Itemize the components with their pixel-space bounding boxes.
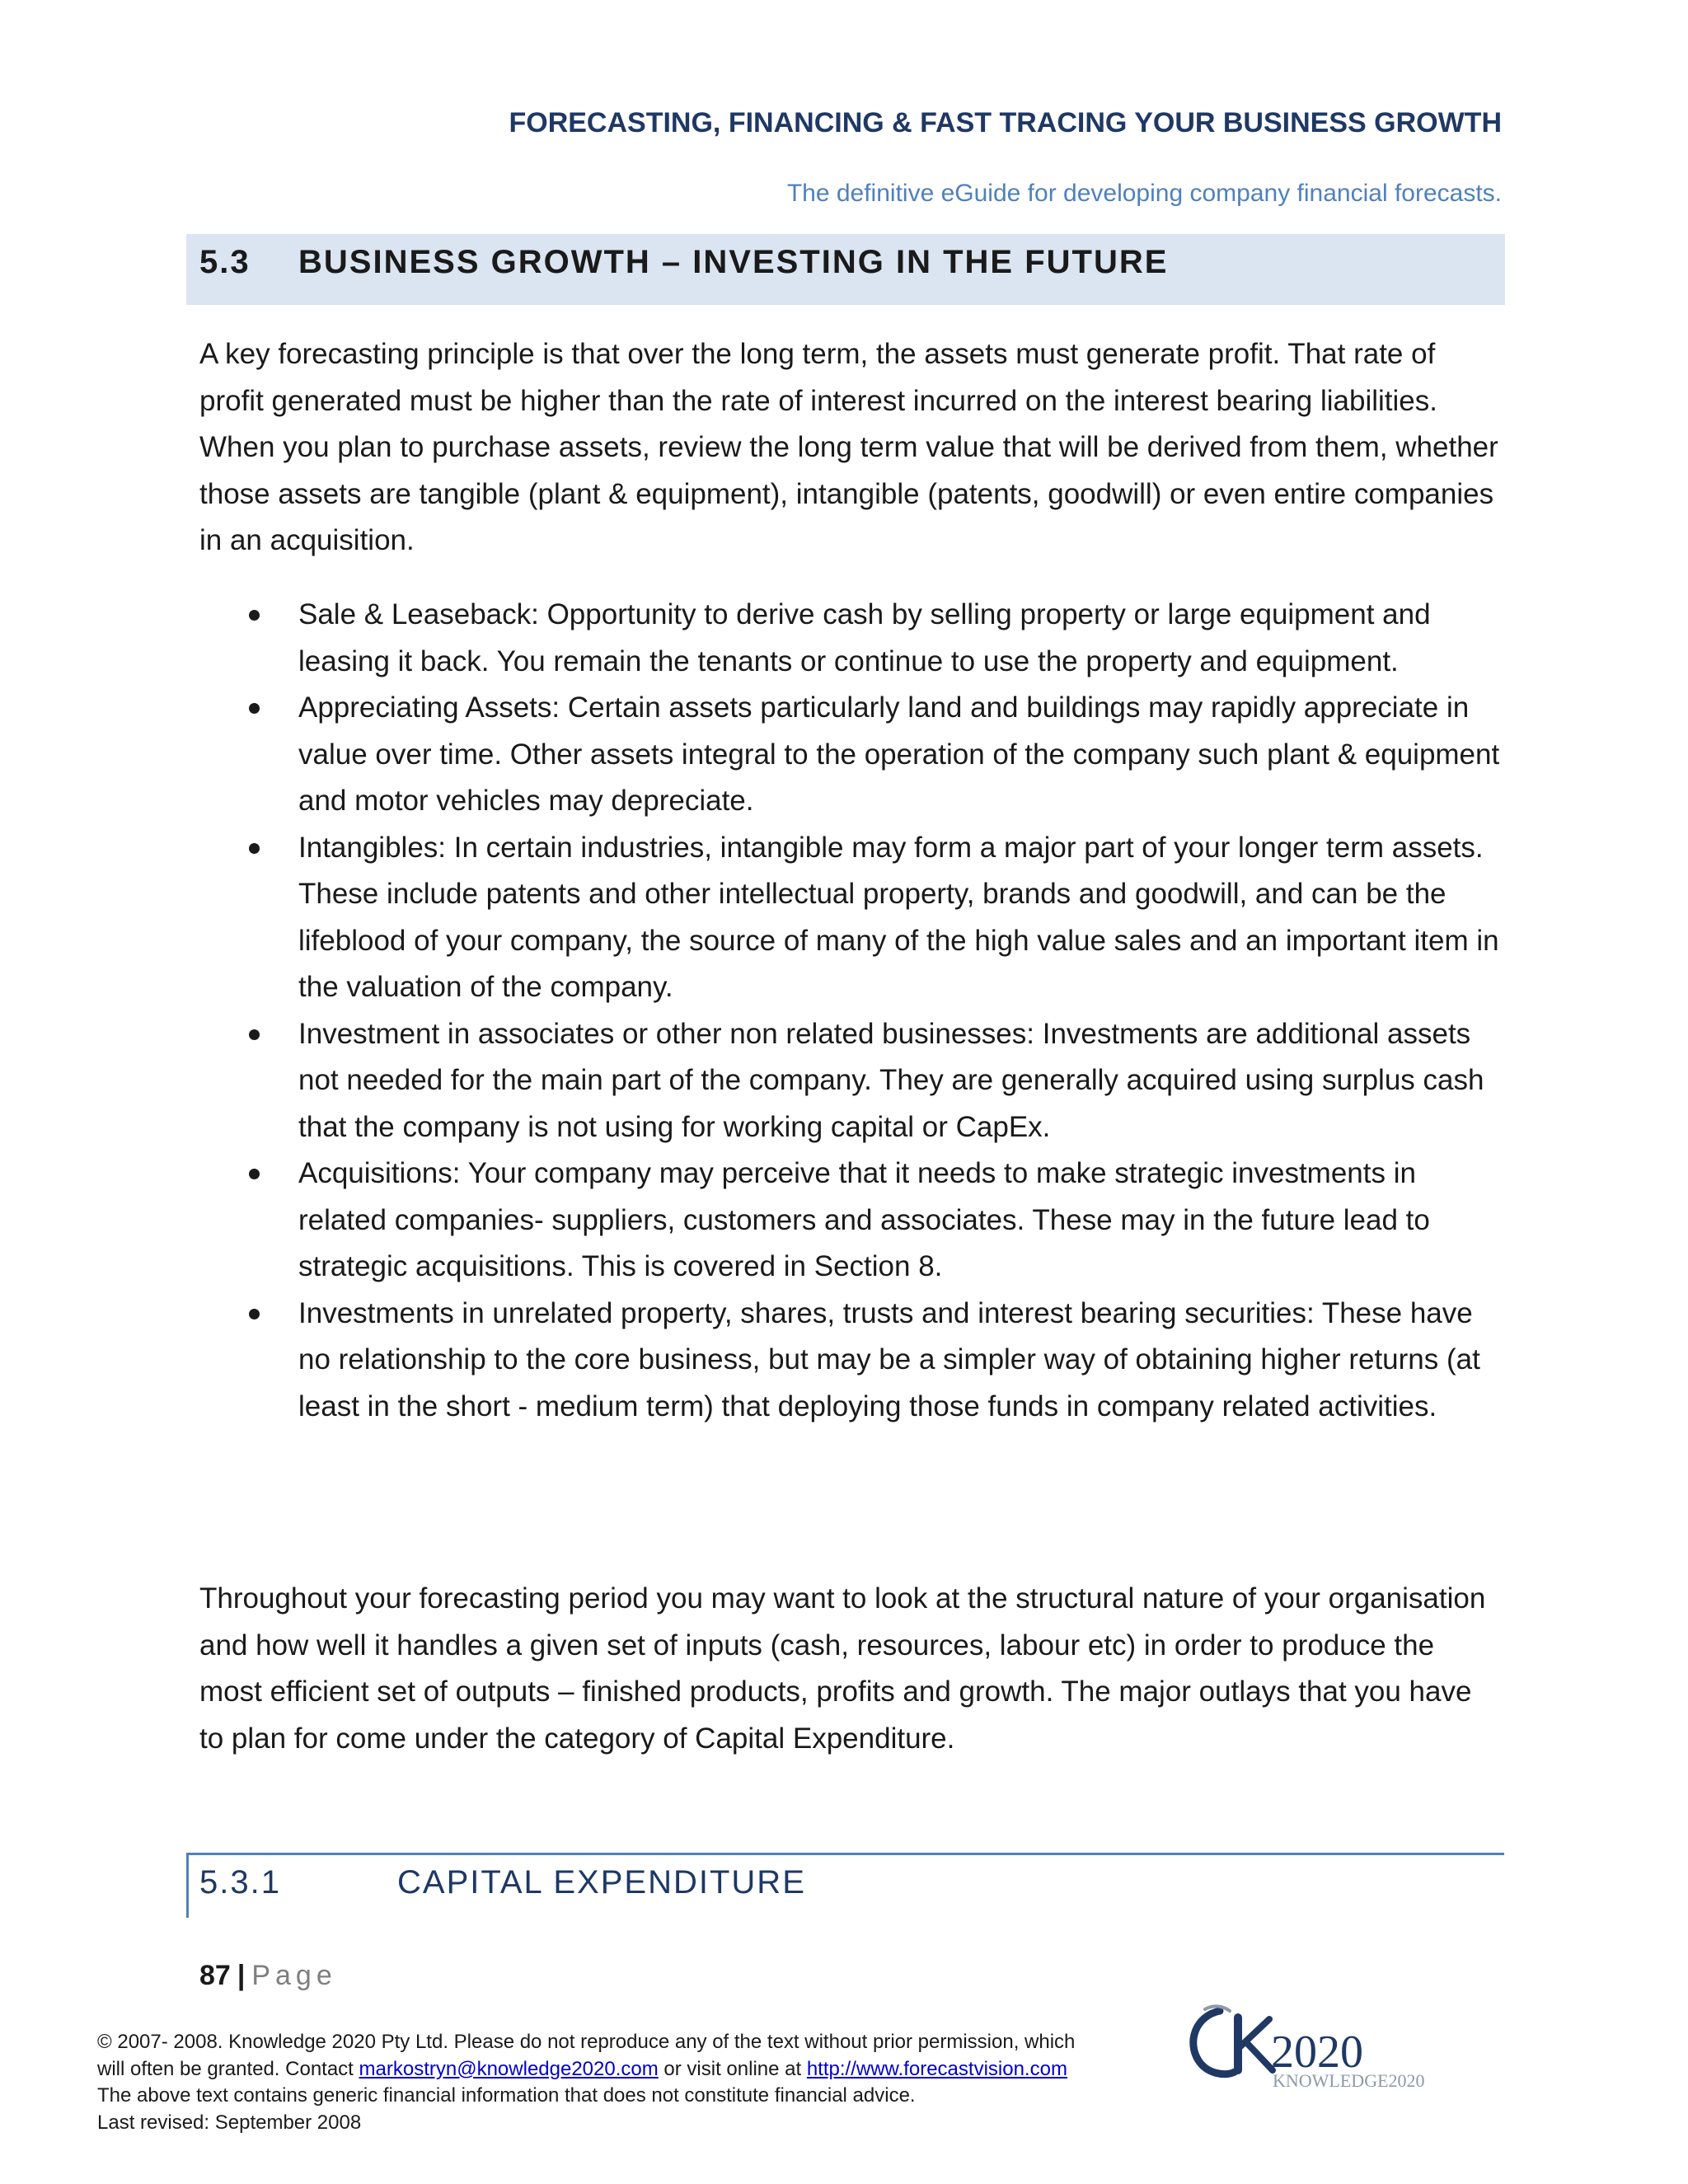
bullet-list <box>199 592 1502 1430</box>
list-item-text: Sale & Leaseback: Opportunity to derive cash by selling property or large equipment and leasing it back. You remain the tenants or continue to use the property and equipment. <box>298 598 1431 677</box>
page-number-value: 87 <box>199 1960 231 1991</box>
section-title: BUSINESS GROWTH – INVESTING IN THE FUTURE <box>298 244 1169 280</box>
subsection-heading <box>199 1864 806 1901</box>
logo-sub-text: KNOWLEDGE2020 <box>1273 2070 1425 2091</box>
list-item-text: Investment in associates or other non related businesses: Investments are additional assets not needed for the main part of the company. They are generally acquired using surplus cash that the company is not using for working capital or CapEx. <box>298 1017 1484 1143</box>
list-item-text: Acquisitions: Your company may perceive that it needs to make strategic investments in related companies- suppliers, customers and associates. These may in the future lead to strategic acquisitions. This is covered in Section 8. <box>298 1157 1430 1282</box>
document-header-title: FORECASTING, FINANCING & FAST TRACING YOUR BUSINESS GROWTH <box>509 107 1502 138</box>
list-item <box>199 685 1502 825</box>
bullet-icon <box>249 843 260 854</box>
logo-main-text: 2020 <box>1271 2027 1363 2078</box>
list-item-text: Intangibles: In certain industries, intangible may form a major part of your longer term assets. These include patents and other intellectual property, brands and goodwill, and can be the lifeblood of your company, the source of many of the high value sales and an important item in the valuation of the company. <box>298 831 1499 1003</box>
subsection-number: 5.3.1 <box>199 1864 281 1900</box>
list-item <box>199 592 1502 685</box>
page-label: Page <box>251 1960 337 1991</box>
list-item <box>199 1151 1502 1291</box>
list-item <box>199 1011 1502 1151</box>
list-item <box>199 1291 1502 1431</box>
email-link[interactable]: markostryn@knowledge2020.com <box>359 2057 659 2080</box>
bullet-icon <box>249 703 260 714</box>
page-number-separator: | <box>237 1960 246 1991</box>
website-link[interactable]: http://www.forecastvision.com <box>806 2057 1067 2080</box>
footer-copyright: © 2007- 2008. Knowledge 2020 Pty Ltd. Please do not reproduce any of the text without prior permission, which <box>97 2031 1076 2053</box>
knowledge2020-logo <box>1180 2001 1444 2092</box>
section-heading <box>199 244 1168 281</box>
footer-contact <box>97 2056 1169 2083</box>
list-item <box>199 825 1502 1011</box>
footer <box>97 2029 1169 2136</box>
bullet-icon <box>249 1309 260 1319</box>
list-item-text: Investments in unrelated property, shares, trusts and interest bearing securities: These have no relationship to the core business, but may be a simpler way of obtaining higher returns (at least in the short - medium term) that deploying those funds in company related activities. <box>298 1296 1480 1422</box>
footer-disclaimer: The above text contains generic financial information that does not constitute financial advice. <box>97 2084 916 2107</box>
section-number: 5.3 <box>199 244 251 280</box>
bullet-icon <box>249 1169 260 1179</box>
intro-paragraph: A key forecasting principle is that over the long term, the assets must generate profit. That rate of profit generated must be higher than the rate of interest incurred on the interest bearing liabilities. When you plan to purchase assets, review the long term value that will be derived from them, whether those assets are tangible (plant & equipment), intangible (patents, goodwill) or even entire companies in an acquisition. <box>199 338 1498 556</box>
bullet-icon <box>249 1029 260 1040</box>
footer-contact-middle: or visit online at <box>658 2057 807 2080</box>
document-header-subtitle: The definitive eGuide for developing company financial forecasts. <box>786 180 1502 207</box>
logo-icon <box>1180 2001 1444 2092</box>
footer-contact-prefix: will often be granted. Contact <box>97 2057 359 2080</box>
list-item-text: Appreciating Assets: Certain assets particularly land and buildings may rapidly appreciate in value over time. Other assets integral to the operation of the company such plant & equipment and motor vehicles may depreciate. <box>298 691 1500 817</box>
subsection-title: CAPITAL EXPENDITURE <box>397 1864 806 1900</box>
page-number <box>199 1960 337 1992</box>
footer-revised: Last revised: September 2008 <box>97 2111 362 2134</box>
closing-paragraph: Throughout your forecasting period you may want to look at the structural nature of your organisation and how well it handles a given set of inputs (cash, resources, labour etc) in order to produce the most efficient set of outputs – finished products, profits and growth. The major outlays that you have to plan for come under the category of Capital Expenditure. <box>199 1582 1486 1755</box>
bullet-icon <box>249 610 260 621</box>
